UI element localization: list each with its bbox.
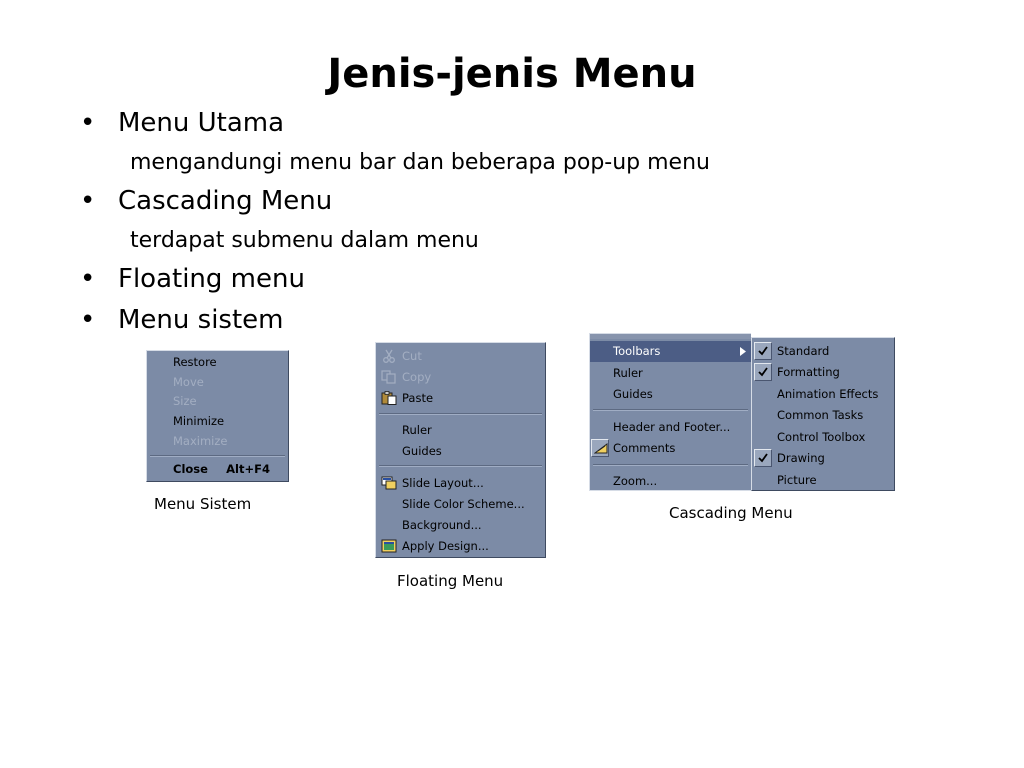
submenu-item-common-tasks[interactable] bbox=[752, 405, 894, 425]
bullet-item bbox=[80, 264, 305, 294]
submenu-item-picture[interactable] bbox=[752, 470, 894, 490]
menu-item-label: Guides bbox=[402, 444, 442, 458]
submenu-arrow-icon bbox=[740, 347, 746, 356]
comments-icon bbox=[591, 439, 609, 457]
menu-top-strip bbox=[590, 334, 751, 339]
floating-menu bbox=[375, 342, 546, 558]
bullet-subtext: mengandungi menu bar dan beberapa pop-up menu bbox=[130, 150, 710, 175]
menu-item-label: Guides bbox=[613, 387, 653, 401]
menu-item-paste[interactable] bbox=[376, 388, 545, 408]
menu-item-label: Background... bbox=[402, 518, 482, 532]
bullet-item bbox=[80, 305, 283, 335]
bullet-item bbox=[80, 186, 332, 216]
menu-item-label: Slide Color Scheme... bbox=[402, 497, 525, 511]
menu-item-guides[interactable] bbox=[590, 384, 751, 404]
menu-item-ruler[interactable] bbox=[376, 420, 545, 440]
menu-item-slide-layout[interactable] bbox=[376, 473, 545, 493]
menu-item-background[interactable] bbox=[376, 515, 545, 535]
paste-icon bbox=[381, 391, 397, 405]
menu-separator bbox=[593, 464, 748, 466]
menu-item-label: Ruler bbox=[613, 366, 643, 380]
menu-item-label: Slide Layout... bbox=[402, 476, 484, 490]
menu-item-move[interactable] bbox=[147, 372, 288, 392]
slide-title: Jenis-jenis Menu bbox=[327, 51, 697, 97]
bullet-label: Menu Utama bbox=[118, 108, 285, 138]
submenu-item-formatting[interactable] bbox=[752, 362, 894, 382]
menu-item-toolbars[interactable] bbox=[590, 341, 751, 362]
submenu-item-standard[interactable] bbox=[752, 341, 894, 361]
menu-item-label: Restore bbox=[173, 355, 217, 369]
bullet-dot: • bbox=[80, 108, 96, 138]
checkmark-icon bbox=[754, 363, 772, 381]
menu-separator bbox=[379, 465, 542, 467]
slide-layout-icon bbox=[381, 476, 397, 490]
menu-item-label: Picture bbox=[777, 473, 817, 487]
menu-item-label: Control Toolbox bbox=[777, 430, 866, 444]
menu-item-label: Common Tasks bbox=[777, 408, 864, 422]
menu-item-label: Formatting bbox=[777, 365, 840, 379]
menu-item-label: Header and Footer... bbox=[613, 420, 731, 434]
menu-item-label: Maximize bbox=[173, 434, 228, 448]
bullet-subtext: terdapat submenu dalam menu bbox=[130, 228, 479, 253]
menu-item-size[interactable] bbox=[147, 391, 288, 411]
menu-item-restore[interactable] bbox=[147, 352, 288, 372]
menu-item-apply-design[interactable] bbox=[376, 536, 545, 556]
menu-item-zoom[interactable] bbox=[590, 471, 751, 491]
bullet-item bbox=[80, 108, 284, 138]
menu-separator bbox=[150, 455, 285, 457]
apply-design-icon bbox=[381, 539, 397, 553]
menu-item-copy[interactable] bbox=[376, 367, 545, 387]
menu-separator bbox=[379, 413, 542, 415]
bullet-label: Floating menu bbox=[118, 264, 305, 294]
menu-item-label: Move bbox=[173, 375, 204, 389]
menu-item-label: Zoom... bbox=[613, 474, 658, 488]
caption-system-menu: Menu Sistem bbox=[154, 495, 252, 513]
bullet-label: Menu sistem bbox=[118, 305, 284, 335]
submenu-item-drawing[interactable] bbox=[752, 448, 894, 468]
menu-item-label: Standard bbox=[777, 344, 830, 358]
menu-item-label: Toolbars bbox=[613, 344, 661, 358]
bullet-dot: • bbox=[80, 186, 96, 216]
scissors-icon bbox=[381, 349, 397, 363]
menu-item-label: Comments bbox=[613, 441, 676, 455]
cascading-submenu bbox=[751, 337, 895, 491]
menu-item-label: Minimize bbox=[173, 414, 225, 428]
menu-item-slide-color-scheme[interactable] bbox=[376, 494, 545, 514]
menu-item-label: Ruler bbox=[402, 423, 432, 437]
menu-item-guides[interactable] bbox=[376, 441, 545, 461]
menu-item-label: Apply Design... bbox=[402, 539, 489, 553]
menu-item-label: Size bbox=[173, 394, 197, 408]
checkmark-icon bbox=[754, 449, 772, 467]
menu-item-comments[interactable] bbox=[590, 438, 751, 458]
cascading-main-menu bbox=[589, 333, 751, 491]
submenu-item-animation-effects[interactable] bbox=[752, 384, 894, 404]
caption-cascading-menu: Cascading Menu bbox=[669, 504, 793, 522]
system-menu bbox=[146, 350, 289, 482]
menu-item-label: Close bbox=[173, 462, 208, 476]
menu-item-label: Paste bbox=[402, 391, 434, 405]
menu-item-maximize[interactable] bbox=[147, 431, 288, 451]
copy-icon bbox=[381, 370, 397, 384]
checkmark-icon bbox=[754, 342, 772, 360]
menu-item-label: Copy bbox=[402, 370, 432, 384]
menu-item-cut[interactable] bbox=[376, 346, 545, 366]
menu-item-label: Animation Effects bbox=[777, 387, 879, 401]
menu-item-minimize[interactable] bbox=[147, 411, 288, 431]
menu-item-header-footer[interactable] bbox=[590, 417, 751, 437]
bullet-dot: • bbox=[80, 305, 96, 335]
caption-floating-menu: Floating Menu bbox=[397, 572, 504, 590]
bullet-dot: • bbox=[80, 264, 96, 294]
menu-separator bbox=[593, 409, 748, 411]
menu-item-close[interactable] bbox=[147, 459, 288, 479]
menu-item-shortcut: Alt+F4 bbox=[226, 462, 270, 476]
menu-item-ruler[interactable] bbox=[590, 363, 751, 383]
menu-item-label: Drawing bbox=[777, 451, 825, 465]
menu-item-label: Cut bbox=[402, 349, 422, 363]
bullet-label: Cascading Menu bbox=[118, 186, 333, 216]
submenu-item-control-toolbox[interactable] bbox=[752, 427, 894, 447]
